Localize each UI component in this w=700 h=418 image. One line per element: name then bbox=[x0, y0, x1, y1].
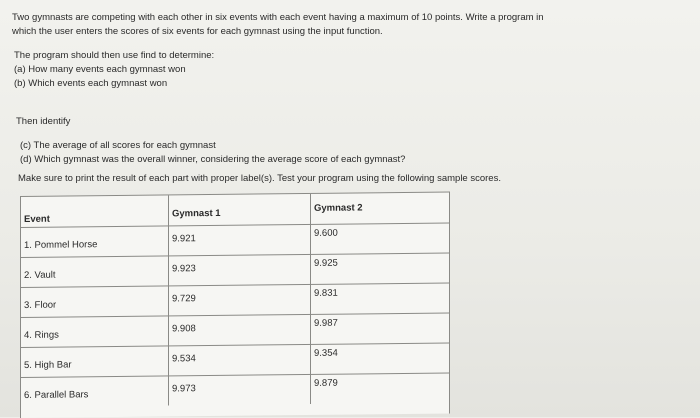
table-row bbox=[21, 373, 449, 407]
intro-line-2: which the user enters the scores of six events for each gymnast using the input function. bbox=[12, 26, 383, 37]
header-event: Event bbox=[21, 195, 169, 227]
part-d: (d) Which gymnast was the overall winner, considering the average score of each gymnast? bbox=[20, 154, 406, 165]
make-sure-note: Make sure to print the result of each part with proper label(s). Test your program using the following sample scores. bbox=[18, 173, 501, 184]
gymnast-2-score: 9.831 bbox=[314, 287, 338, 299]
gymnast-2-score: 9.879 bbox=[314, 377, 338, 389]
intro-line-1: Two gymnasts are competing with each other in six events with each event having a maximum of 10 points. Write a program in bbox=[12, 12, 544, 23]
part-a: (a) How many events each gymnast won bbox=[14, 64, 186, 75]
gymnast-2-score: 9.987 bbox=[314, 317, 338, 329]
event-cell: 4. Rings bbox=[21, 315, 169, 347]
intro-paragraph bbox=[12, 11, 544, 39]
gymnast-1-score: 9.729 bbox=[169, 284, 311, 315]
gymnast-1-score: 9.923 bbox=[169, 254, 311, 285]
gymnast-2-score: 9.354 bbox=[314, 347, 338, 359]
event-cell: 5. High Bar bbox=[21, 345, 169, 377]
event-cell: 2. Vault bbox=[21, 255, 169, 287]
gymnast-1-score: 9.908 bbox=[169, 314, 311, 345]
find-instructions bbox=[14, 49, 214, 91]
part-c: (c) The average of all scores for each gymnast bbox=[20, 140, 216, 151]
find-heading: The program should then use find to determine: bbox=[14, 50, 215, 61]
scores-table bbox=[20, 191, 450, 418]
event-cell: 3. Floor bbox=[21, 285, 169, 317]
gymnast-1-score: 9.921 bbox=[169, 224, 311, 255]
identify-instructions bbox=[20, 139, 405, 167]
event-cell: 1. Pommel Horse bbox=[21, 225, 169, 257]
gymnast-1-score: 9.534 bbox=[169, 344, 311, 375]
part-b: (b) Which events each gymnast won bbox=[14, 78, 168, 89]
header-gymnast-2: Gymnast 2 bbox=[314, 202, 363, 214]
event-cell: 6. Parallel Bars bbox=[21, 375, 169, 407]
gymnast-2-score: 9.925 bbox=[314, 257, 338, 269]
gymnast-1-score: 9.973 bbox=[169, 374, 311, 405]
then-identify-heading: Then identify bbox=[16, 116, 71, 127]
header-gymnast-1: Gymnast 1 bbox=[169, 194, 311, 225]
gymnast-2-score: 9.600 bbox=[314, 227, 338, 239]
